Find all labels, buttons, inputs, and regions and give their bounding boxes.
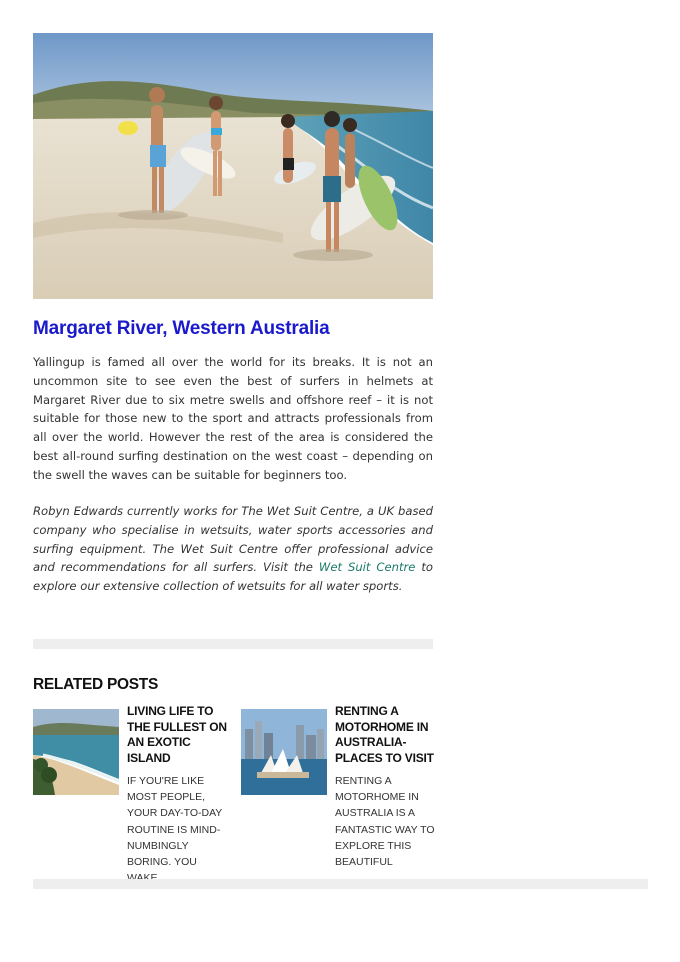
divider	[33, 639, 433, 649]
related-post-title-island[interactable]: LIVING LIFE TO THE FULLEST ON AN EXOTIC ISLAND	[127, 704, 227, 765]
article-body: Yallingup is famed all over the world for its breaks. It is not an uncommon site to see even the best of surfers in helmets at Margaret River due to six metre swells and offshore reef – it is not suitable for those new to the sport and attracts professionals from all over the world. However the rest of the area is considered the best all-round surfing destination on the west coast – depending on the swell the waves can be suitable for beginners too.	[33, 355, 433, 482]
related-post-thumbnail-sydney[interactable]	[241, 709, 327, 795]
hero-image	[33, 33, 433, 299]
related-post-excerpt-island: IF YOU'RE LIKE MOST PEOPLE, YOUR DAY-TO-DAY ROUTINE IS MIND-NUMBINGLY BORING. YOU	[127, 775, 223, 869]
related-posts-heading: RELATED POSTS	[33, 676, 158, 693]
author-bio	[33, 502, 433, 596]
divider	[33, 879, 648, 889]
bio-text-after: to explore our extensive collection of wetsuits for all water sports.	[33, 560, 434, 594]
bio-text-before: Robyn Edwards currently works for The Wet Suit Centre, a UK based company who specialise in wetsuits, water sports accessories and surfing equipment. The Wet Suit Centre offer professional advice and recommendations for all surfers. Visit the	[33, 504, 433, 575]
related-post-thumbnail-island[interactable]	[33, 709, 119, 795]
article-title[interactable]: Margaret River, Western Australia	[33, 318, 330, 339]
related-post-excerpt-motorhome: RENTING A MOTORHOME IN AUSTRALIA IS A FANTASTIC WAY TO EXPLORE THIS BEAUTIFUL	[335, 775, 435, 869]
wet-suit-centre-link[interactable]: Wet Suit Centre	[318, 560, 416, 575]
related-post-title-motorhome[interactable]: RENTING A MOTORHOME IN AUSTRALIA- PLACES TO VISIT	[335, 704, 434, 765]
